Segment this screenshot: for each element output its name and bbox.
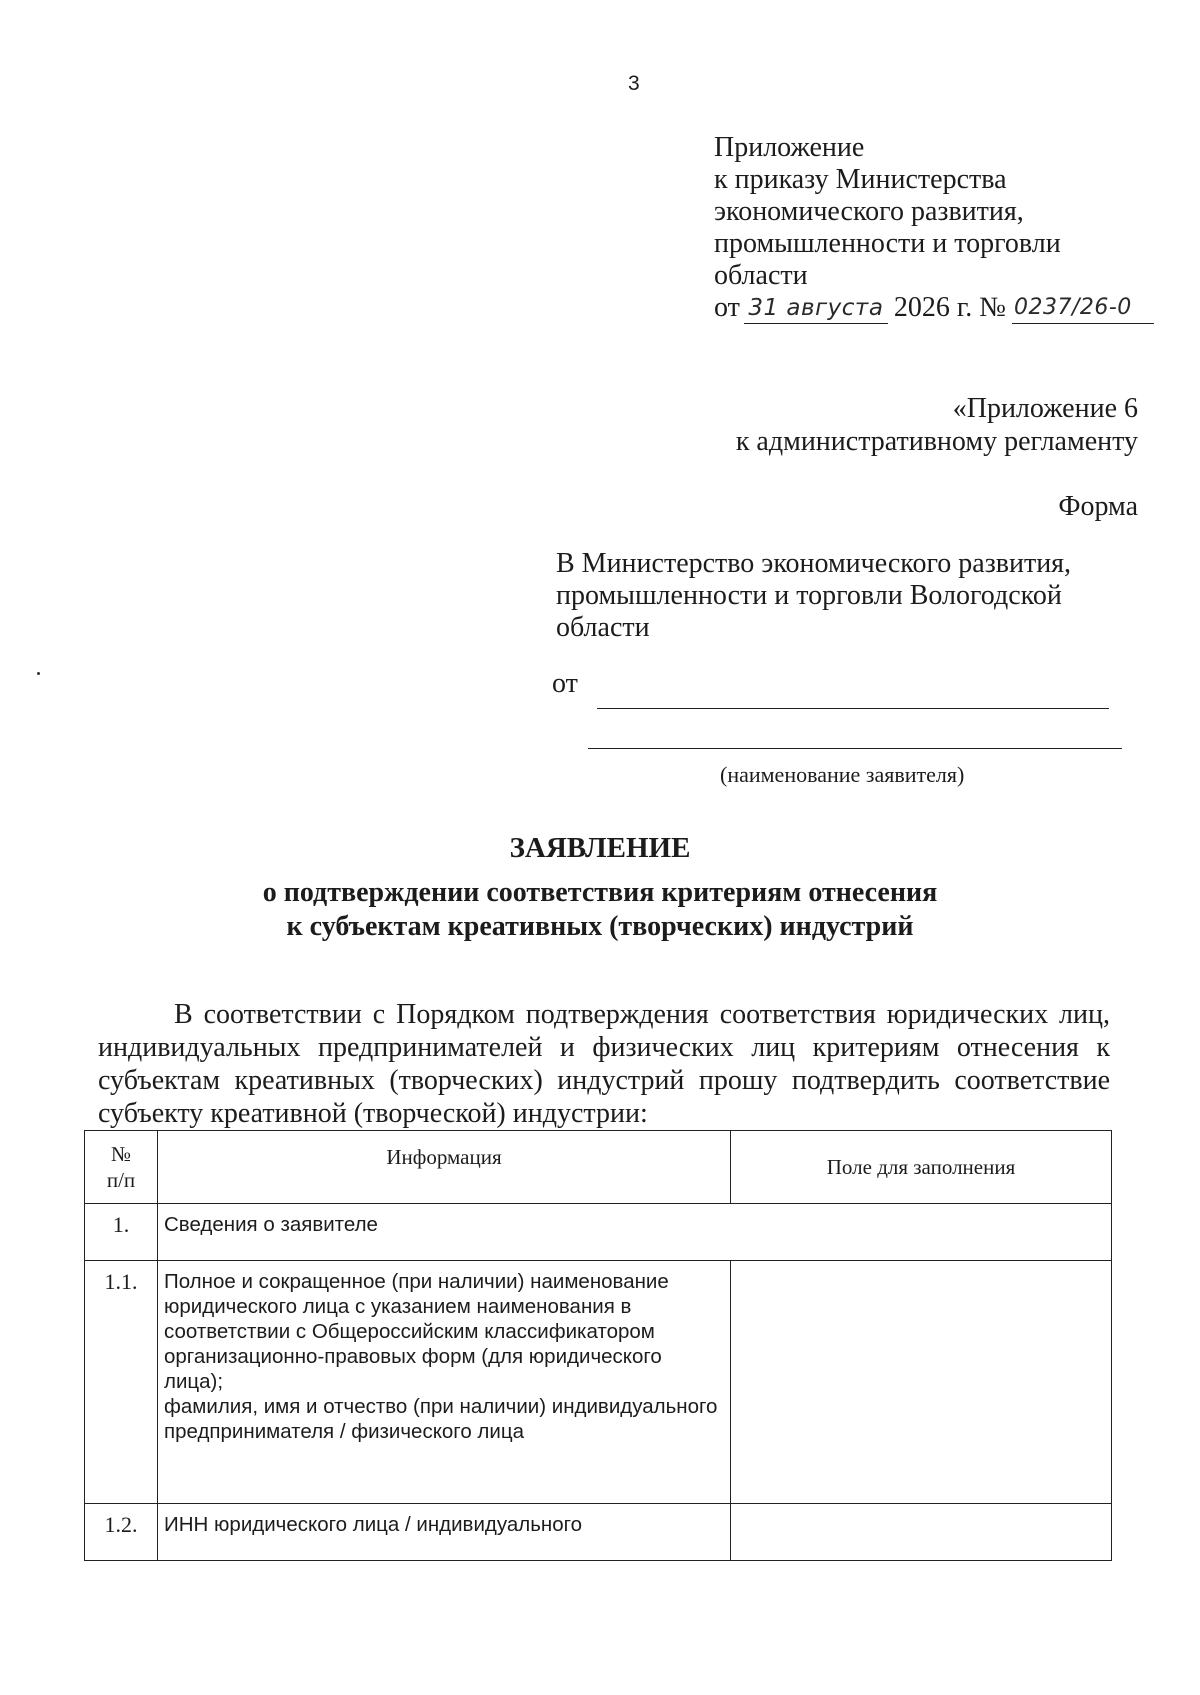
header-number-abbr: п/п xyxy=(106,1168,136,1192)
applicant-name-line[interactable] xyxy=(588,748,1122,749)
section-heading: Сведения о заявителе xyxy=(158,1204,1112,1261)
handwritten-order-number: 0237/26-0 xyxy=(1012,293,1154,324)
appendix-line: области xyxy=(714,260,808,291)
header-number xyxy=(85,1131,158,1204)
appendix-line: к приказу Министерства xyxy=(714,164,1007,195)
row-information-text: Полное и сокращенное (при наличии) наименование юридического лица с указанием наименования в соответствии с Общероссийским классификатором организационно-правовых форм (для юридического лица); xyxy=(164,1270,669,1393)
appendix-line: промышленности и торговли xyxy=(714,228,1061,259)
fill-field-cell[interactable] xyxy=(731,1504,1112,1561)
form-label: Форма xyxy=(1058,491,1138,522)
page-number: 3 xyxy=(628,72,640,95)
row-information xyxy=(158,1261,731,1504)
reglament-line: к административному регламенту xyxy=(735,426,1138,457)
table-row xyxy=(85,1204,1112,1261)
table-row xyxy=(85,1504,1112,1561)
intro-paragraph: В соответствии с Порядком подтверждения соответствия юридических лиц, индивидуальных предпринимателей и физических лиц критериям отнесения к субъектам креативных (творческих) индустрий прошу подтвердить соответствие субъекту креативной (творческой) индустрии: xyxy=(98,999,1110,1129)
appendix-header xyxy=(714,132,1154,324)
appendix-line: Приложение xyxy=(714,132,865,163)
applicant-caption: (наименование заявителя) xyxy=(720,762,965,787)
appendix-line: экономического развития, xyxy=(714,196,1024,227)
row-number: 1. xyxy=(85,1204,158,1261)
application-table xyxy=(84,1130,1112,1561)
addressee-line: промышленности и торговли Вологодской xyxy=(556,580,1062,611)
document-subtitle xyxy=(0,876,1200,944)
document-title: ЗАЯВЛЕНИЕ xyxy=(509,832,691,864)
header-number-symbol: № xyxy=(110,1142,132,1166)
order-year: 2026 г. № xyxy=(893,292,1006,323)
fill-field-cell[interactable] xyxy=(731,1261,1112,1504)
order-prefix: от xyxy=(714,292,740,323)
subtitle-line: к субъектам креативных (творческих) индустрий xyxy=(286,911,914,942)
reglament-reference xyxy=(736,392,1138,458)
addressee-line: области xyxy=(556,612,650,643)
row-information-text: фамилия, имя и отчество (при наличии) индивидуального предпринимателя / физического лица xyxy=(164,1395,718,1443)
table-header-row xyxy=(85,1131,1112,1204)
table-row xyxy=(85,1261,1112,1504)
header-fill-field: Поле для заполнения xyxy=(731,1131,1112,1204)
row-number: 1.1. xyxy=(85,1261,158,1504)
row-number: 1.2. xyxy=(85,1504,158,1561)
scan-speck xyxy=(37,672,40,675)
reglament-line: «Приложение 6 xyxy=(952,393,1138,424)
handwritten-order-date: 31 августа xyxy=(744,293,888,324)
from-label: от xyxy=(552,668,578,699)
addressee-block xyxy=(556,548,1116,644)
addressee-line: В Министерство экономического развития, xyxy=(556,548,1072,579)
order-reference xyxy=(714,292,1154,324)
applicant-name-line[interactable] xyxy=(597,708,1109,709)
header-information: Информация xyxy=(158,1131,731,1204)
row-information: ИНН юридического лица / индивидуального xyxy=(158,1504,731,1561)
subtitle-line: о подтверждении соответствия критериям отнесения xyxy=(262,877,938,908)
